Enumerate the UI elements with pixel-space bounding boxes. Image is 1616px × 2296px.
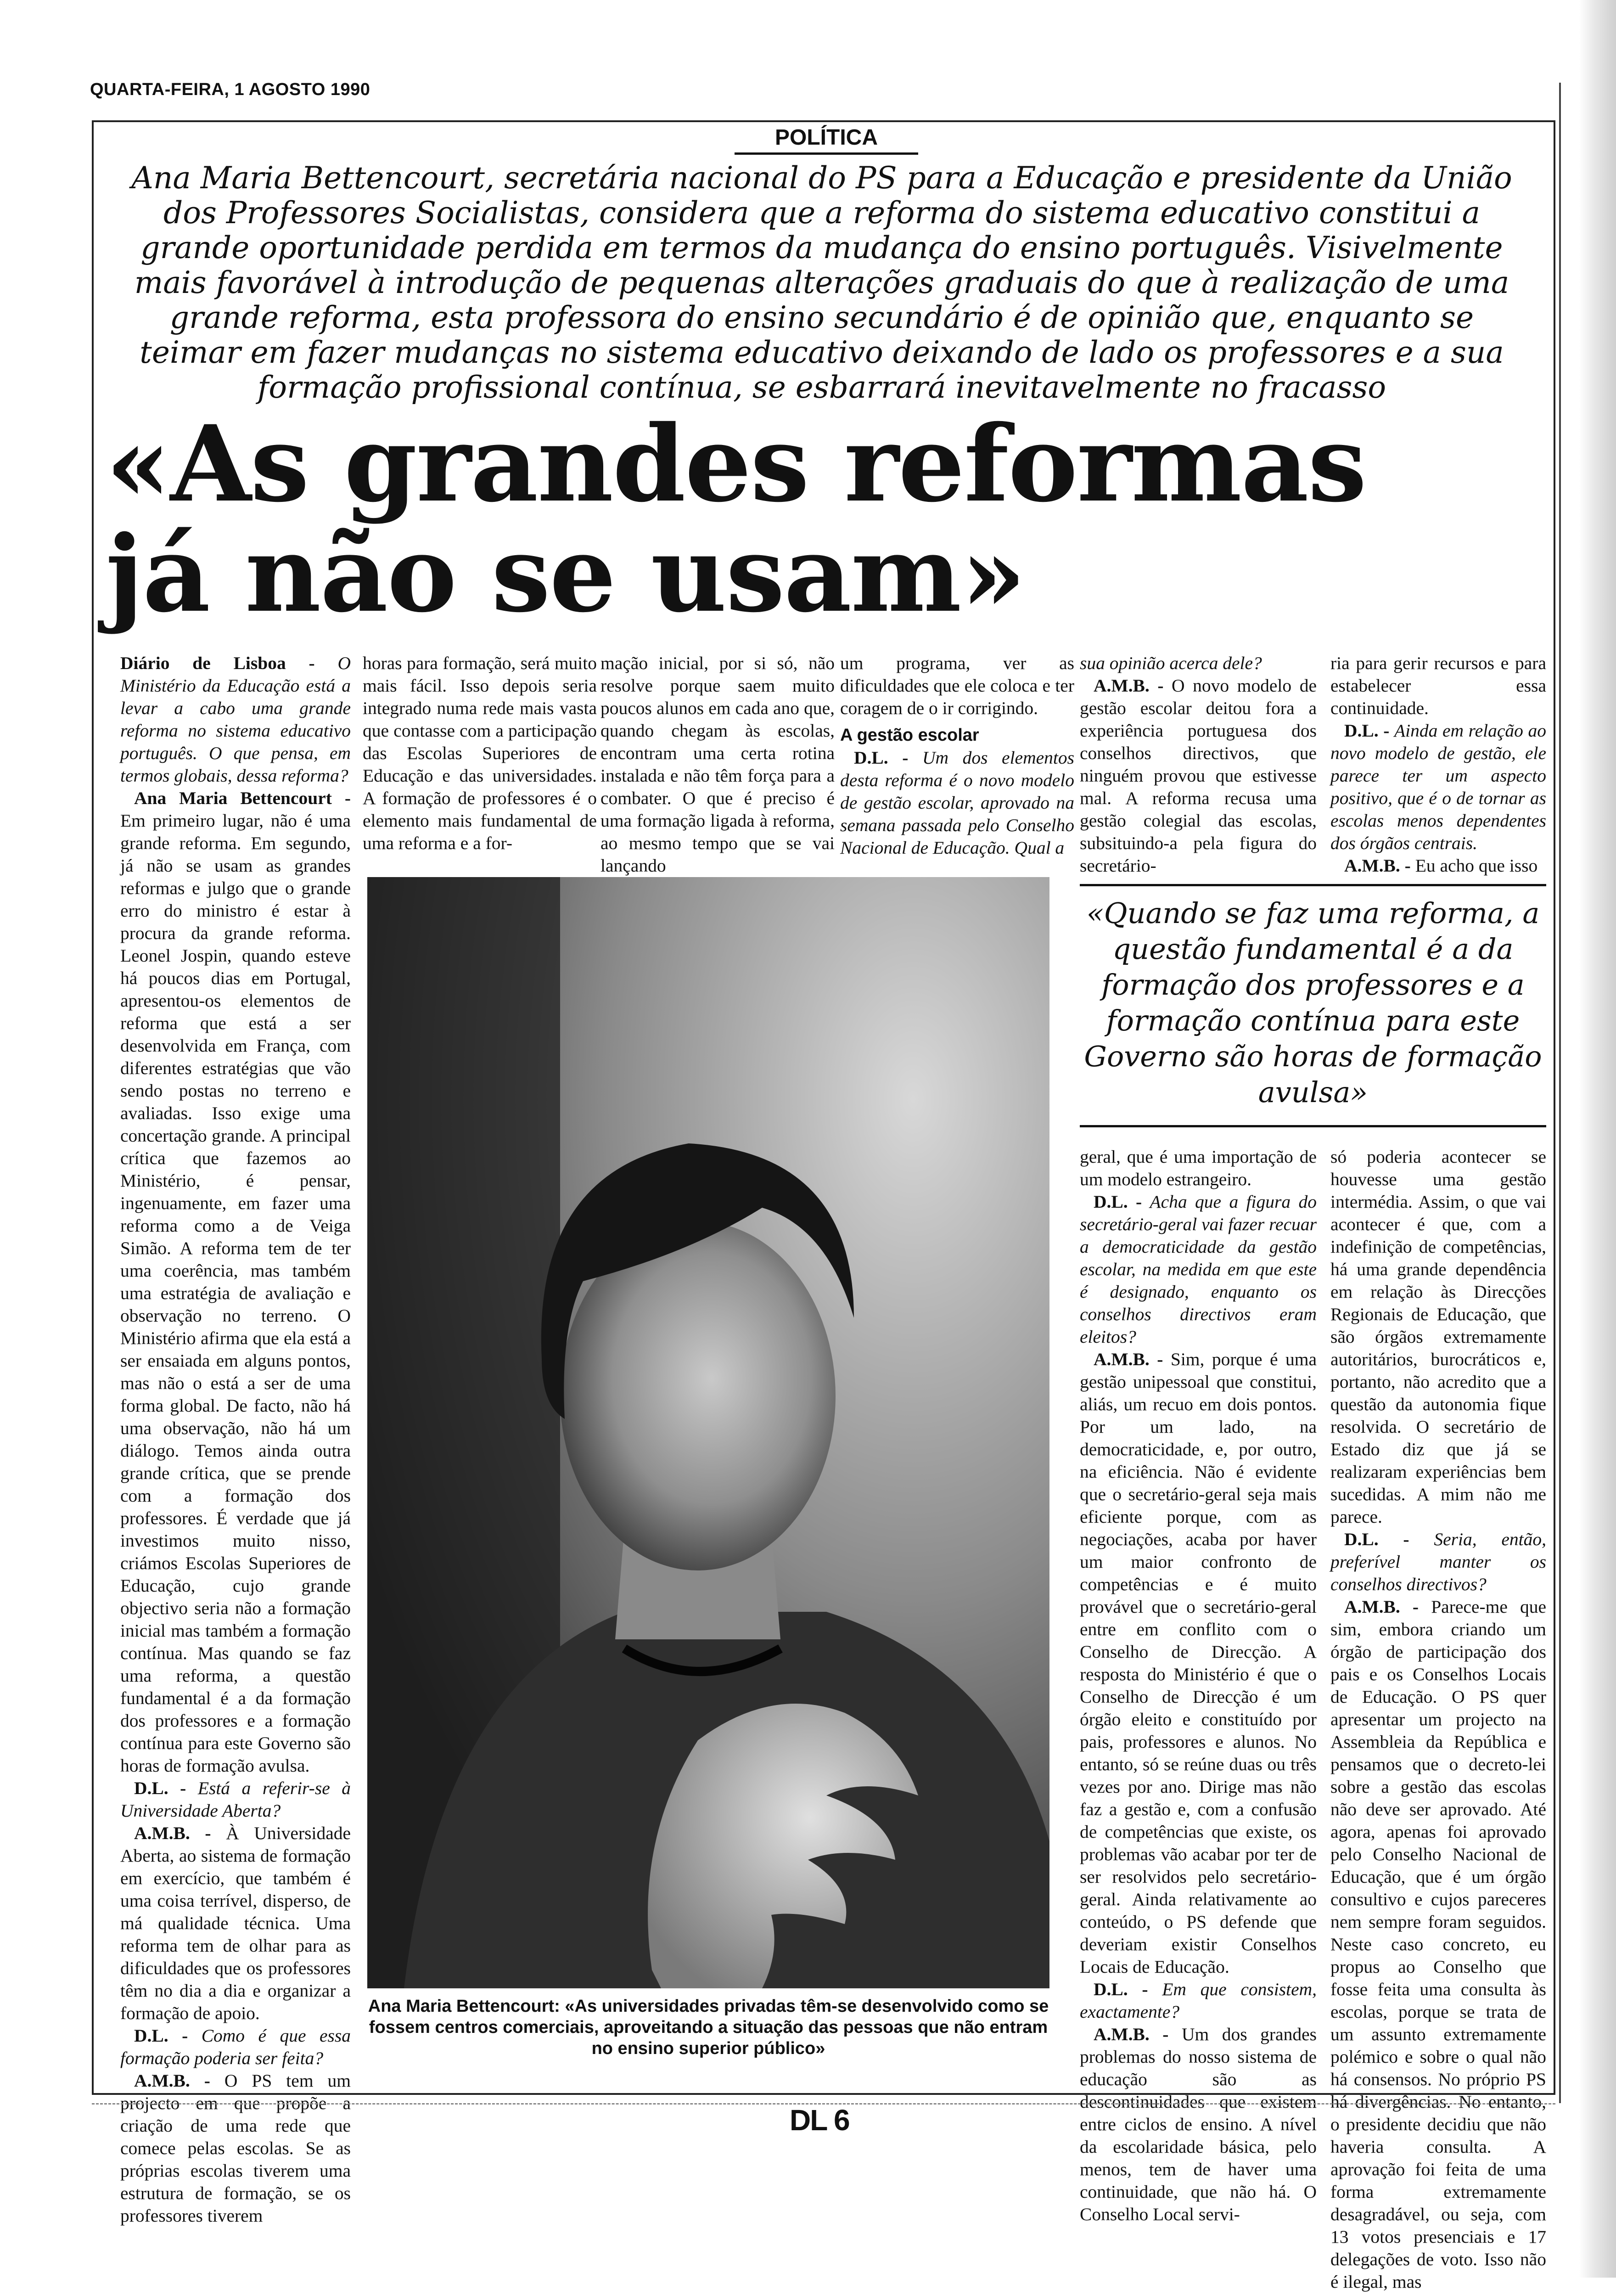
answer: O PS tem um projecto em que propõe a criação de uma rede que comece pelas escolas. Se as próprias escolas tiverem uma estrutura de formação, se os professores tiverem <box>120 2071 351 2226</box>
body-text: um programa, ver as dificuldades que ele coloca e ter coragem de o ir corrigindo. <box>840 653 1074 718</box>
body-text: mação inicial, por si só, não resolve porque saem muito poucos alunos em cada ano que, quando chegam às escolas, encontram uma certa rotina instalada e não têm força para a combater. O que é preciso é uma formação ligada à reforma, ao mesmo tempo que se vai lançando <box>600 653 835 876</box>
page-edge-shadow <box>1579 0 1616 2278</box>
dateline: QUARTA-FEIRA, 1 AGOSTO 1990 <box>90 80 370 99</box>
answer: Eu acho que isso <box>1415 855 1538 876</box>
answer: O novo modelo de gestão escolar deitou fora a experiência portuguesa dos conselhos directivos, que ninguém provou que estivesse mal. A reforma recusa uma gestão colegial das escolas, subsituindo-a pela figura do secretário- <box>1080 675 1317 876</box>
body-text: geral, que é uma importação de um modelo estrangeiro. <box>1080 1147 1317 1189</box>
question: O Ministério da Educação está a levar a cabo uma grande reforma no sistema educativo português. O que pensa, em termos globais, dessa reforma? <box>120 653 351 786</box>
subhead: A gestão escolar <box>840 726 979 745</box>
answer: Sim, porque é uma gestão unipessoal que constitui, aliás, um recuo em dois pontos. Por um lado, na democraticidade, e, por outro, na eficiência. Não é evidente que o secretário-geral seja mais eficiente porque, com as negociações, acaba por haver um maior confronto de competências e é muito provável que o secretário-geral entre em conflito com o Conselho de Direcção. A resposta do Ministério é que o Conselho de Direcção é um órgão eleito e constituído por pais, professores e alunos. No entanto, só se reúne duas ou três vezes por ano. Dirige mas não faz a gestão e, com a confusão de competências que existe, os problemas vão acabar por ter de ser resolvidos pelo secretário-geral. Ainda relativamente ao conteúdo, o PS defende que deveriam existir Conselhos Locais de Educação. <box>1080 1349 1317 1977</box>
answer: Parece-me que sim, embora criando um órgão de participação dos pais e os Conselhos Locais de Educação. O PS quer apresentar um projecto na Assembleia da República e pensamos que o decreto-lei sobre a gestão das escolas não deve ser aprovado. Até agora, apenas foi aprovado pelo Conselho Nacional de Educação, que é um órgão consultivo e cujos pareceres nem sempre foram seguidos. Neste caso concreto, eu propus ao Conselho que fosse feita uma consulta às escolas, porque se trata de um assunto extremamente polémico e sobre o qual não há consensos. No próprio PS há divergências. No entanto, o presidente decidiu que não haveria consulta. A aprovação foi feita de uma forma extremamente desagradável, ou seja, com 13 votos presenciais e 17 delegações de voto. Isso não é ilegal, mas <box>1330 1597 1546 2292</box>
answer: Em primeiro lugar, não é uma grande reforma. Em segundo, já não se usam as grandes reformas e julgo que o grande erro do ministro é estar à procura da grande reforma. Leonel Jospin, quando esteve há poucos dias em Portugal, apresentou-os elementos de reforma que está a ser desenvolvida em França, com diferentes estratégias que vão sendo postas no terreno e avaliadas. Isso exige uma concertação grande. A principal crítica que fazemos ao Ministério, é pensar, ingenuamente, em fazer uma reforma como a de Veiga Simão. A reforma tem de ter uma coerência, mas também uma estratégia de avaliação e observação no terreno. O Ministério afirma que ela está a ser ensaiada em alguns pontos, mas não o está a ser de uma forma global. De facto, não há uma observação, não há um diálogo. Temos ainda outra grande crítica, que se prende com a formação dos professores. É verdade que já investimos muito nisso, criámos Escolas Superiores de Educação, cujo grande objectivo seria não a formação inicial mas também a formação contínua. Mas quando se faz uma reforma, a questão fundamental é a da formação dos professores e a formação contínua para este Governo são horas de formação avulsa. <box>120 810 351 1776</box>
body-text: só poderia acontecer se houvesse uma gestão intermédia. Assim, o que vai acontecer é que, com a indefinição de competências, há uma grande dependência em relação às Direcções Regionais de Educação, que são órgãos extremamente autoritários, burocráticos e, portanto, não acredito que a questão da autonomia fique resolvida. O secretário de Estado diz que já se realizaram experiências bem sucedidas. A mim não me parece. <box>1330 1147 1546 1527</box>
pull-quote: «Quando se faz uma reforma, a questão fundamental é a da formação dos professores e a formação contínua para este Governo são horas de formação avulsa» <box>1084 896 1542 1109</box>
portrait-photo <box>367 877 1049 1988</box>
question: Um dos elementos desta reforma é o novo modelo de gestão escolar, aprovado na semana passada pelo Conselho Nacional de Educação. Qual a <box>840 748 1074 858</box>
section-tag: POLÍTICA <box>735 123 918 155</box>
question: Acha que a figura do secretário-geral vai fazer recuar a democraticidade da gestão escolar, na medida em que este é designado, enquanto os conselhos directivos eram eleitos? <box>1080 1192 1317 1347</box>
question: Ainda em relação ao novo modelo de gestão, ele parece ter um aspecto positivo, que é o de tornar as escolas menos dependentes dos órgãos centrais. <box>1330 720 1547 853</box>
pull-quote-rule-bottom <box>1080 1125 1546 1127</box>
question: Está a referir-se à Universidade Aberta? <box>120 1778 351 1821</box>
answer: Um dos grandes problemas do nosso sistema de educação são as descontinuidades que existem entre ciclos de ensino. A nível da escolaridade básica, pelo menos, tem de haver uma continuidade, que não há. O Conselho Local servi- <box>1080 2024 1317 2224</box>
pull-quote-rule-top <box>1080 884 1546 886</box>
body-text: ria para gerir recursos e para estabelecer essa continuidade. <box>1330 653 1546 718</box>
article-column-3 <box>600 652 835 876</box>
photo-caption: Ana Maria Bettencourt: «As universidades privadas têm-se desenvolvido como se fossem centros comerciais, aproveitando a situação das pessoas que não entram no ensino superior público» <box>368 1997 1049 2058</box>
article-column-4: um programa, ver as dificuldades que ele coloca e ter coragem de o ir corrigindo. A gestão escolar D.L. - Um dos elementos desta reforma é o novo modelo de gestão escolar, aprovado na semana passada pelo Conselho Nacional de Educação. Qual a <box>840 653 1074 858</box>
portrait-illustration <box>367 877 1049 1988</box>
article-column-2 <box>363 652 597 868</box>
right-rule <box>1559 83 1561 2103</box>
body-text: horas para formação, será muito mais fácil. Isso depois seria integrado numa rede mais vasta que contasse com a participação das Escolas Superiores de Educação e das universidades. A formação de professores é o elemento mais fundamental de uma reforma e a for- <box>363 653 597 853</box>
headline-line-2: já não se usam» <box>106 512 1025 636</box>
page-number: DL 6 <box>790 2104 849 2137</box>
article-column-5: sua opinião acerca dele? A.M.B. - O novo modelo de gestão escolar deitou fora a experiência portuguesa dos conselhos directivos, que ninguém provou que estivesse mal. A reforma recusa uma gestão colegial das escolas, subsituindo-a pela figura do secretário- <box>1080 653 1317 876</box>
answer: À Universidade Aberta, ao sistema de formação em exercício, que também é uma coisa terrível, disperso, de má qualidade técnica. Uma reforma tem de olhar para as dificuldades que os professores têm no dia a dia e organizar a formação de apoio. <box>120 1823 351 2023</box>
question: Como é que essa formação poderia ser feita? <box>120 2026 351 2068</box>
lead-paragraph: Ana Maria Bettencourt, secretária nacional do PS para a Educação e presidente da União dos Professores Socialistas, considera que a reforma do sistema educativo constitui a grande oportunidade perdida em termos da mudança do ensino português. Visivelmente mais favorável à introdução de pequenas alterações graduais do que à realização de uma grande reforma, esta professora do ensino secundário é de opinião que, enquanto se teimar em fazer mudanças no sistema educativo deixando de lado os professores e a sua formação profissional contínua, se esbarrará inevitavelmente no fracasso <box>131 160 1512 405</box>
question: Em que consistem, exactamente? <box>1080 1979 1317 2022</box>
article-column-8: só poderia acontecer se houvesse uma gestão intermédia. Assim, o que vai acontecer é que, com a indefinição de competências, há uma grande dependência em relação às Direcções Regionais de Educação, que são órgãos extremamente autoritários, burocráticos e, portanto, não acredito que a questão da autonomia fique resolvida. O secretário de Estado diz que já se realizaram experiências bem sucedidas. A mim não me parece. D.L. - Seria, então, preferível manter os conselhos directivos? A.M.B. - Parece-me que sim, embora criando um órgão de participação dos pais e os Conselhos Locais de Educação. O PS quer apresentar um projecto na Assembleia da República e pensamos que o decreto-lei sobre a gestão das escolas não deve ser aprovado. Até agora, apenas foi aprovado pelo Conselho Nacional de Educação, que é um órgão consultivo e cujos pareceres nem sempre foram seguidos. Neste caso concreto, eu propus ao Conselho que fosse feita uma consulta às escolas, porque se trata de um assunto extremamente polémico e sobre o qual não há consensos. No próprio PS há divergências. No entanto, o presidente decidiu que não haveria consulta. A aprovação foi feita de uma forma extremamente desagradável, ou seja, com 13 votos presenciais e 17 delegações de voto. Isso não é ilegal, mas <box>1330 1147 1546 2292</box>
article-column-6: ria para gerir recursos e para estabelecer essa continuidade. D.L. - Ainda em relação ao novo modelo de gestão, ele parece ter um aspecto positivo, que é o de tornar as escolas menos dependentes dos órgãos centrais. A.M.B. - Eu acho que isso <box>1330 653 1547 876</box>
question: sua opinião acerca dele? <box>1080 653 1262 673</box>
headline-line-1: «As grandes reformas <box>106 402 1366 525</box>
question: Seria, então, preferível manter os conselhos directivos? <box>1330 1529 1546 1594</box>
article-column-1: Diário de Lisboa - O Ministério da Educação está a levar a cabo uma grande reforma no sistema educativo português. O que pensa, em termos globais, dessa reforma? Ana Maria Bettencourt - Em primeiro lugar, não é uma grande reforma. Em segundo, já não se usam as grandes reformas e julgo que o grande erro do ministro é estar à procura da grande reforma. Leonel Jospin, quando esteve há poucos dias em Portugal, apresentou-os elementos de reforma que está a ser desenvolvida em França, com diferentes estratégias que vão sendo postas no terreno e avaliadas. Isso exige uma concertação grande. A principal crítica que fazemos ao Ministério, é pensar, ingenuamente, em fazer uma reforma como a de Veiga Simão. A reforma tem de ter uma coerência, mas também uma estratégia de avaliação e observação no terreno. O Ministério afirma que ela está a ser ensaiada em alguns pontos, mas não o está a ser de uma forma global. De facto, não há uma observação, não há um diálogo. Temos ainda outra grande crítica, que se prende com a formação dos professores. É verdade que já investimos muito nisso, criámos Escolas Superiores de Educação, cujo grande objectivo seria não a formação inicial mas também a formação contínua. Mas quando se faz uma reforma, a questão fundamental é a da formação dos professores e a formação contínua para este Governo são horas de formação avulsa. D.L. - Está a referir-se à Universidade Aberta? A.M.B. - À Universidade Aberta, ao sistema de formação em exercício, que também é uma coisa terrível, disperso, de má qualidade técnica. Uma reforma tem de olhar para as dificuldades que os professores têm no dia a dia e organizar a formação de apoio. D.L. - Como é que essa formação poderia ser feita? A.M.B. - O PS tem um projecto em que propõe a criação de uma rede que comece pelas escolas. Se as próprias escolas tiverem uma estrutura de formação, se os professores tiverem <box>120 653 351 2226</box>
article-column-7: geral, que é uma importação de um modelo estrangeiro. D.L. - Acha que a figura do secretário-geral vai fazer recuar a democraticidade da gestão escolar, na medida em que este é designado, enquanto os conselhos directivos eram eleitos? A.M.B. - Sim, porque é uma gestão unipessoal que constitui, aliás, um recuo em dois pontos. Por um lado, na democraticidade, e, por outro, na eficiência. Não é evidente que o secretário-geral seja mais eficiente porque, com as negociações, acaba por haver um maior confronto de competências e é muito provável que o secretário-geral entre em conflito com o Conselho de Direcção. A resposta do Ministério é que o Conselho de Direcção é um órgão eleito e constituído por pais, professores e alunos. No entanto, só se reúne duas ou três vezes por ano. Dirige mas não faz a gestão e, com a confusão de competências que existe, os problemas vão acabar por ter de ser resolvidos pelo secretário-geral. Ainda relativamente ao conteúdo, o PS defende que deveriam existir Conselhos Locais de Educação. D.L. - Em que consistem, exactamente? A.M.B. - Um dos grandes problemas do nosso sistema de educação são as descontinuidades que existem entre ciclos de ensino. A nível da escolaridade básica, pelo menos, tem de haver uma continuidade, que não há. O Conselho Local servi- <box>1080 1147 1317 2224</box>
